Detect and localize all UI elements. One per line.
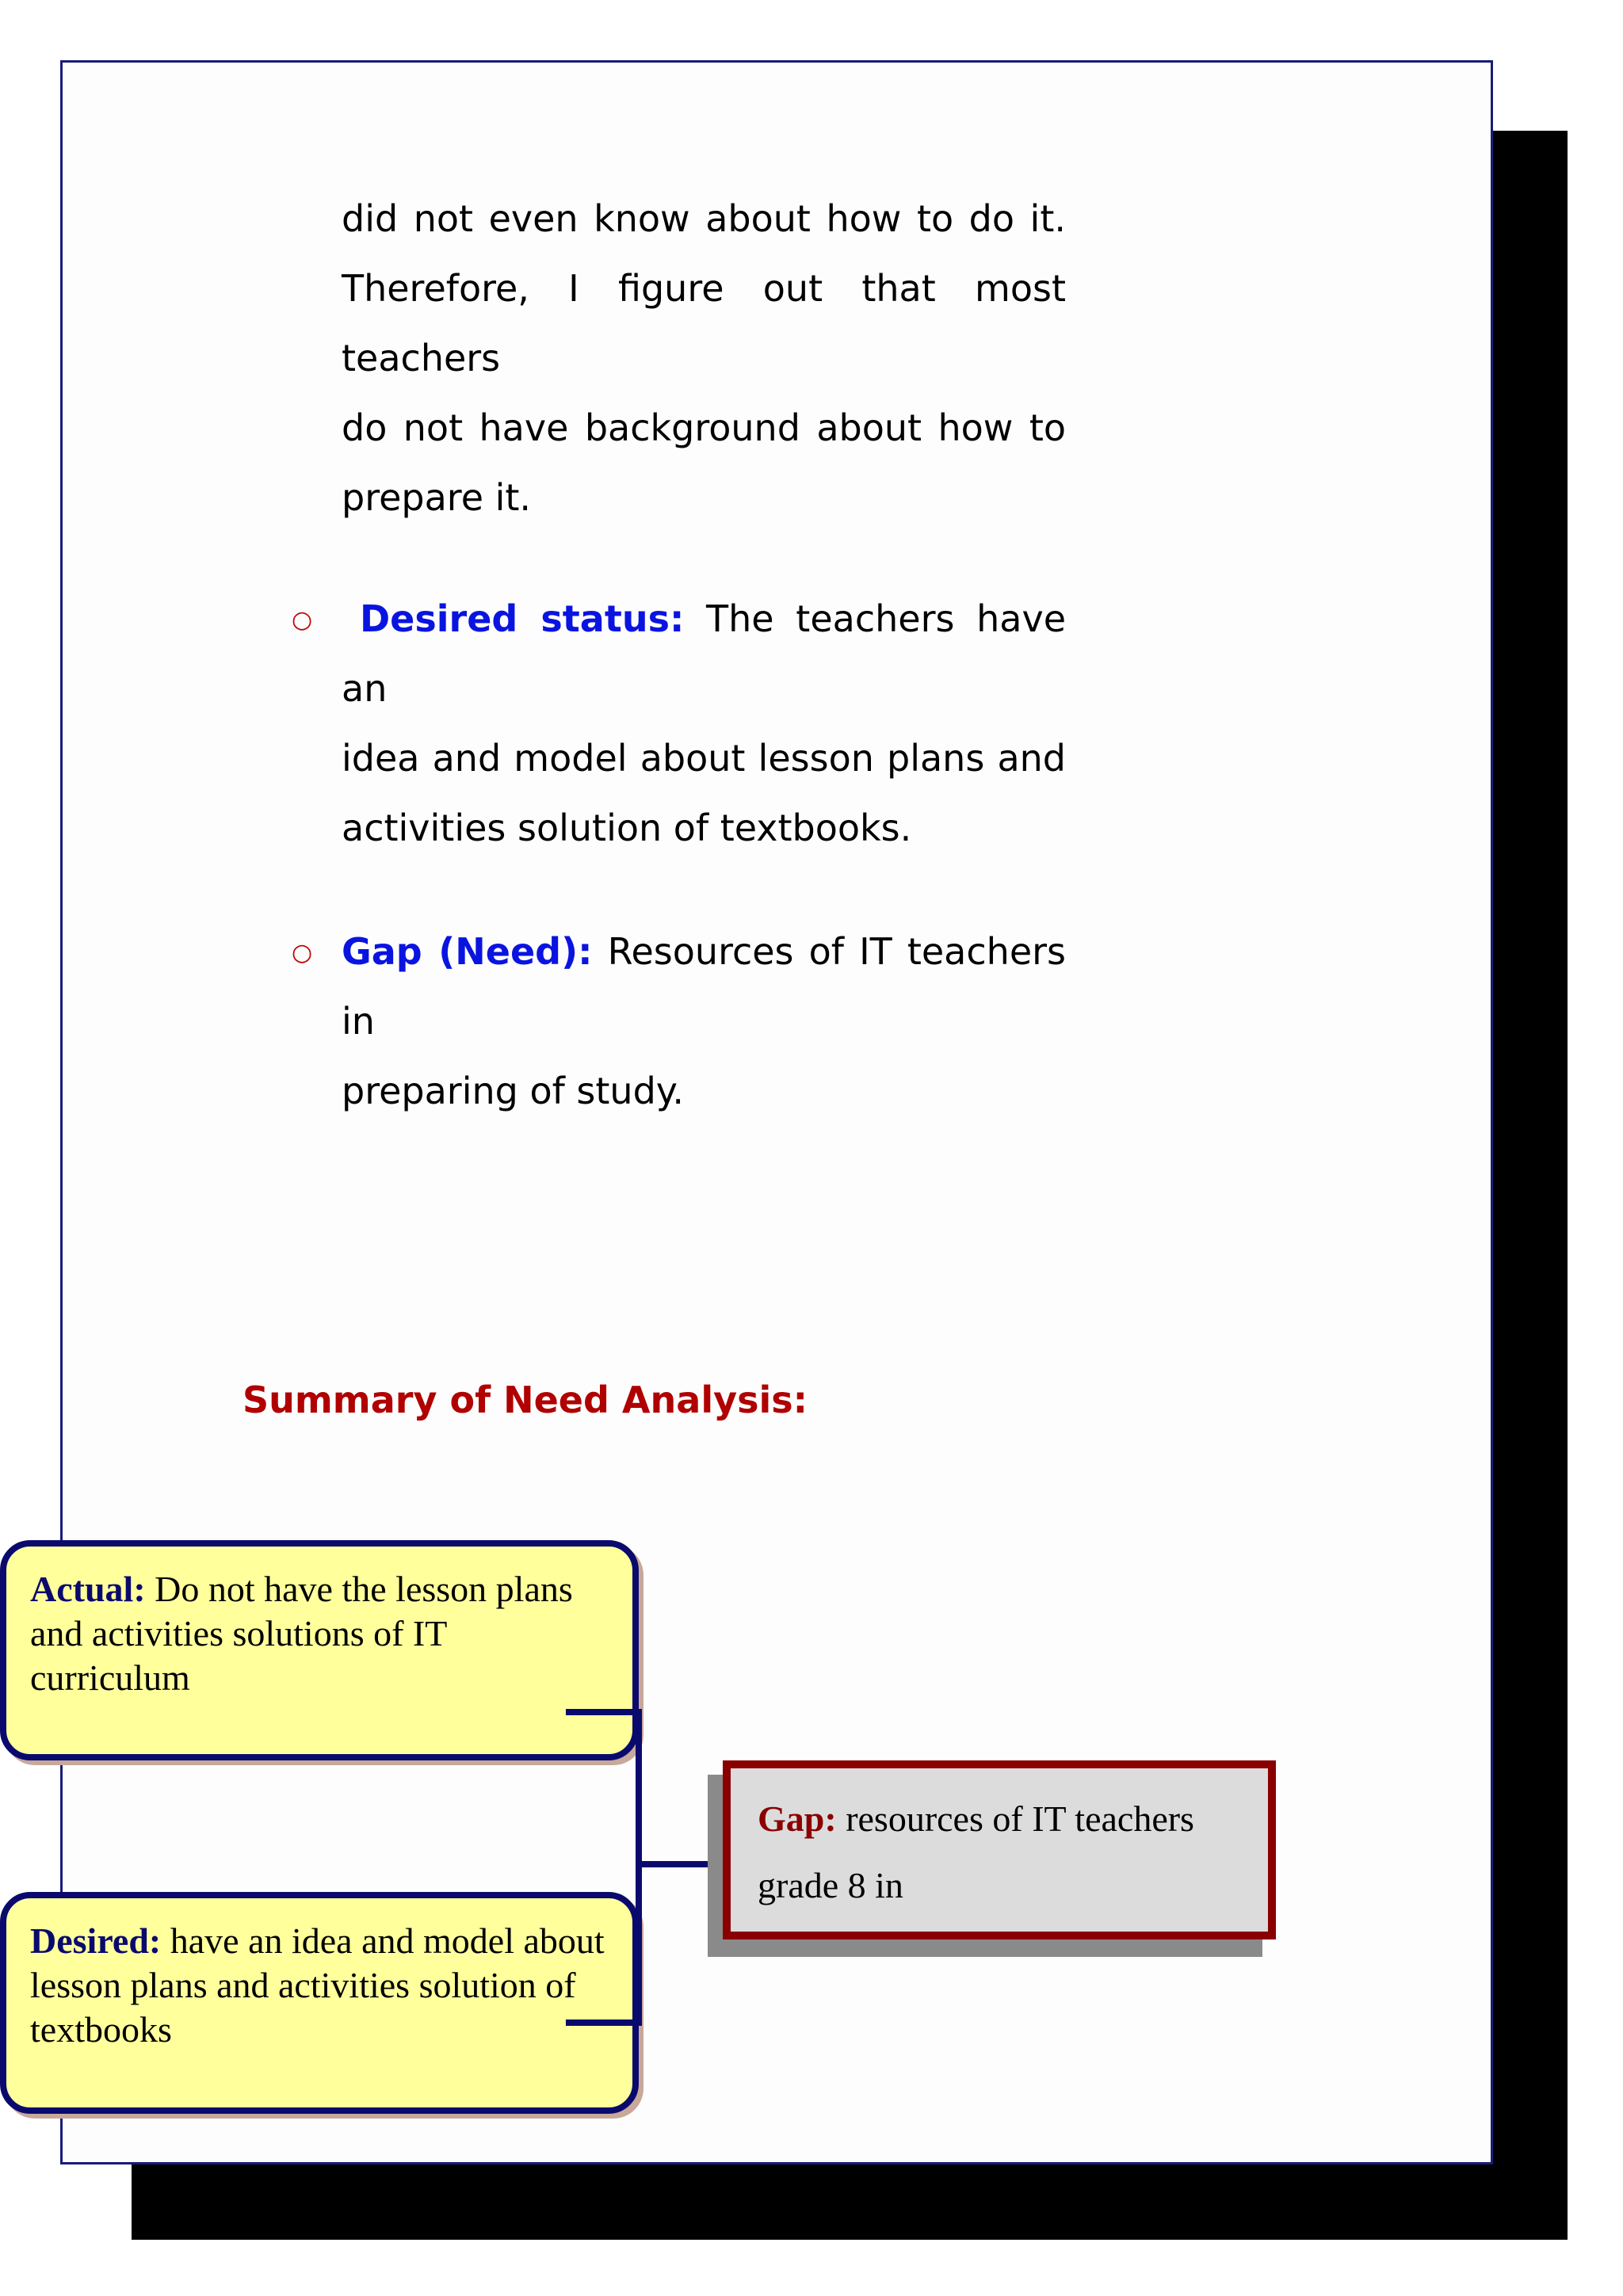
desired-status-text: The teachers have an [342, 597, 1067, 710]
bullet-icon: ○ [292, 606, 313, 634]
paragraph-line: do not have background about how to [342, 406, 1066, 449]
paragraph-line: prepare it. [342, 476, 532, 519]
paragraph-line: Therefore, I figure out that most teachers [342, 267, 1066, 379]
desired-status-line: activities solution of textbooks. [342, 807, 912, 849]
summary-heading: Summary of Need Analysis: [242, 1379, 808, 1421]
desired-status-term: Desired status: [360, 597, 685, 640]
desired-status-line [342, 584, 1066, 723]
connector-bracket [636, 1709, 642, 2026]
gap-text: resources of IT teachers grade 8 in [758, 1798, 1194, 1905]
desired-label: Desired: [30, 1920, 162, 1961]
gap-need-line: preparing of study. [342, 1070, 685, 1112]
desired-text: have an idea and model about lesson plans and activities solution of textbooks [30, 1920, 605, 2050]
actual-box [0, 1540, 639, 1760]
connector-line [566, 1709, 642, 1715]
actual-label: Actual: [30, 1569, 146, 1609]
paragraph-line: did not even know about how to do it. [342, 197, 1066, 240]
desired-box [0, 1892, 639, 2114]
gap-need-text: Resources of IT teachers in [342, 930, 1066, 1043]
bullet-icon: ○ [292, 939, 313, 967]
connector-line [636, 1861, 712, 1867]
continued-paragraph [342, 184, 1066, 532]
desired-status-item [342, 584, 1066, 863]
connector-line [566, 2019, 642, 2026]
gap-need-line [342, 917, 1066, 1056]
gap-need-term: Gap (Need): [342, 930, 593, 973]
actual-text: Do not have the lesson plans and activities solutions of IT curriculum [30, 1569, 573, 1698]
desired-status-line: idea and model about lesson plans and [342, 737, 1066, 780]
gap-box [723, 1760, 1276, 1939]
gap-label: Gap: [758, 1798, 837, 1839]
gap-need-item [342, 917, 1066, 1126]
